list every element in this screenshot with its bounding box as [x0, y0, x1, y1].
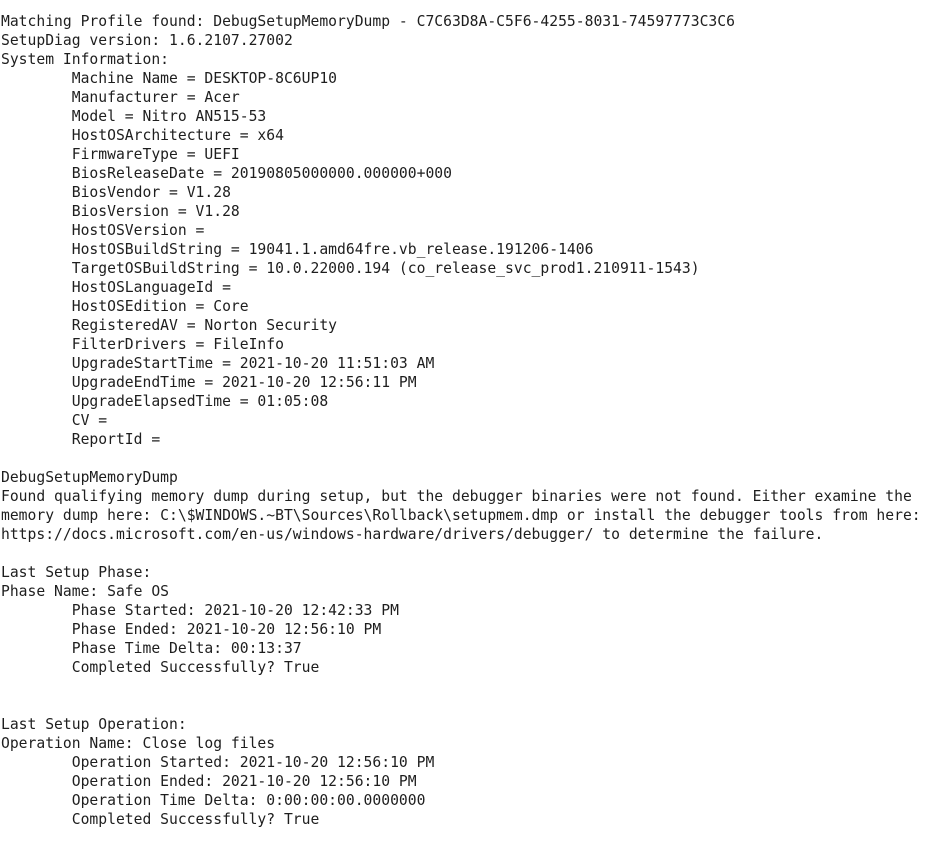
- log-line: Phase Time Delta: 00:13:37: [1, 640, 302, 657]
- log-line: UpgradeEndTime = 2021-10-20 12:56:11 PM: [1, 374, 417, 391]
- blank-line: [1, 677, 949, 696]
- log-line: FilterDrivers = FileInfo: [1, 336, 284, 353]
- blank-line: [1, 696, 949, 715]
- log-line: Completed Successfully? True: [1, 659, 320, 676]
- log-line: Phase Ended: 2021-10-20 12:56:10 PM: [1, 621, 382, 638]
- log-line: HostOSArchitecture = x64: [1, 127, 284, 144]
- log-line: Last Setup Operation:: [1, 716, 187, 733]
- log-line: HostOSEdition = Core: [1, 298, 249, 315]
- log-line: Phase Name: Safe OS: [1, 583, 170, 600]
- log-line: HostOSVersion =: [1, 222, 205, 239]
- blank-line: [1, 449, 949, 468]
- log-line: RegisteredAV = Norton Security: [1, 317, 338, 334]
- log-line: Machine Name = DESKTOP-8C6UP10: [1, 70, 338, 87]
- log-line: ReportId =: [1, 431, 161, 448]
- log-line: memory dump here: C:\$WINDOWS.~BT\Sources\Rollback\setupmem.dmp or install the debugger tools from here:: [1, 507, 921, 524]
- log-line: Phase Started: 2021-10-20 12:42:33 PM: [1, 602, 399, 619]
- log-line: BiosVendor = V1.28: [1, 184, 231, 201]
- log-line: Operation Time Delta: 0:00:00:00.0000000: [1, 792, 426, 809]
- log-line: Operation Ended: 2021-10-20 12:56:10 PM: [1, 773, 417, 790]
- log-line: BiosVersion = V1.28: [1, 203, 240, 220]
- log-line: Operation Name: Close log files: [1, 735, 276, 752]
- log-line: TargetOSBuildString = 10.0.22000.194 (co_release_svc_prod1.210911-1543): [1, 260, 700, 277]
- log-line: Found qualifying memory dump during setup, but the debugger binaries were not found. Either examine the: [1, 488, 912, 505]
- log-line: Manufacturer = Acer: [1, 89, 240, 106]
- log-line: System Information:: [1, 51, 170, 68]
- blank-line: [1, 544, 949, 563]
- log-line: HostOSLanguageId =: [1, 279, 231, 296]
- log-line: UpgradeElapsedTime = 01:05:08: [1, 393, 329, 410]
- log-line: Model = Nitro AN515-53: [1, 108, 267, 125]
- log-line: UpgradeStartTime = 2021-10-20 11:51:03 AM: [1, 355, 435, 372]
- log-line: Last Setup Phase:: [1, 564, 152, 581]
- log-line: SetupDiag version: 1.6.2107.27002: [1, 32, 293, 49]
- log-line: Completed Successfully? True: [1, 811, 320, 828]
- log-line: CV =: [1, 412, 108, 429]
- log-line: HostOSBuildString = 19041.1.amd64fre.vb_release.191206-1406: [1, 241, 594, 258]
- log-line: https://docs.microsoft.com/en-us/windows-hardware/drivers/debugger/ to determine the failure.: [1, 526, 824, 543]
- log-line: Matching Profile found: DebugSetupMemoryDump - C7C63D8A-C5F6-4255-8031-74597773C3C6: [1, 13, 735, 30]
- log-line: FirmwareType = UEFI: [1, 146, 240, 163]
- log-line: DebugSetupMemoryDump: [1, 469, 178, 486]
- log-line: Operation Started: 2021-10-20 12:56:10 PM: [1, 754, 435, 771]
- log-line: BiosReleaseDate = 20190805000000.000000+000: [1, 165, 452, 182]
